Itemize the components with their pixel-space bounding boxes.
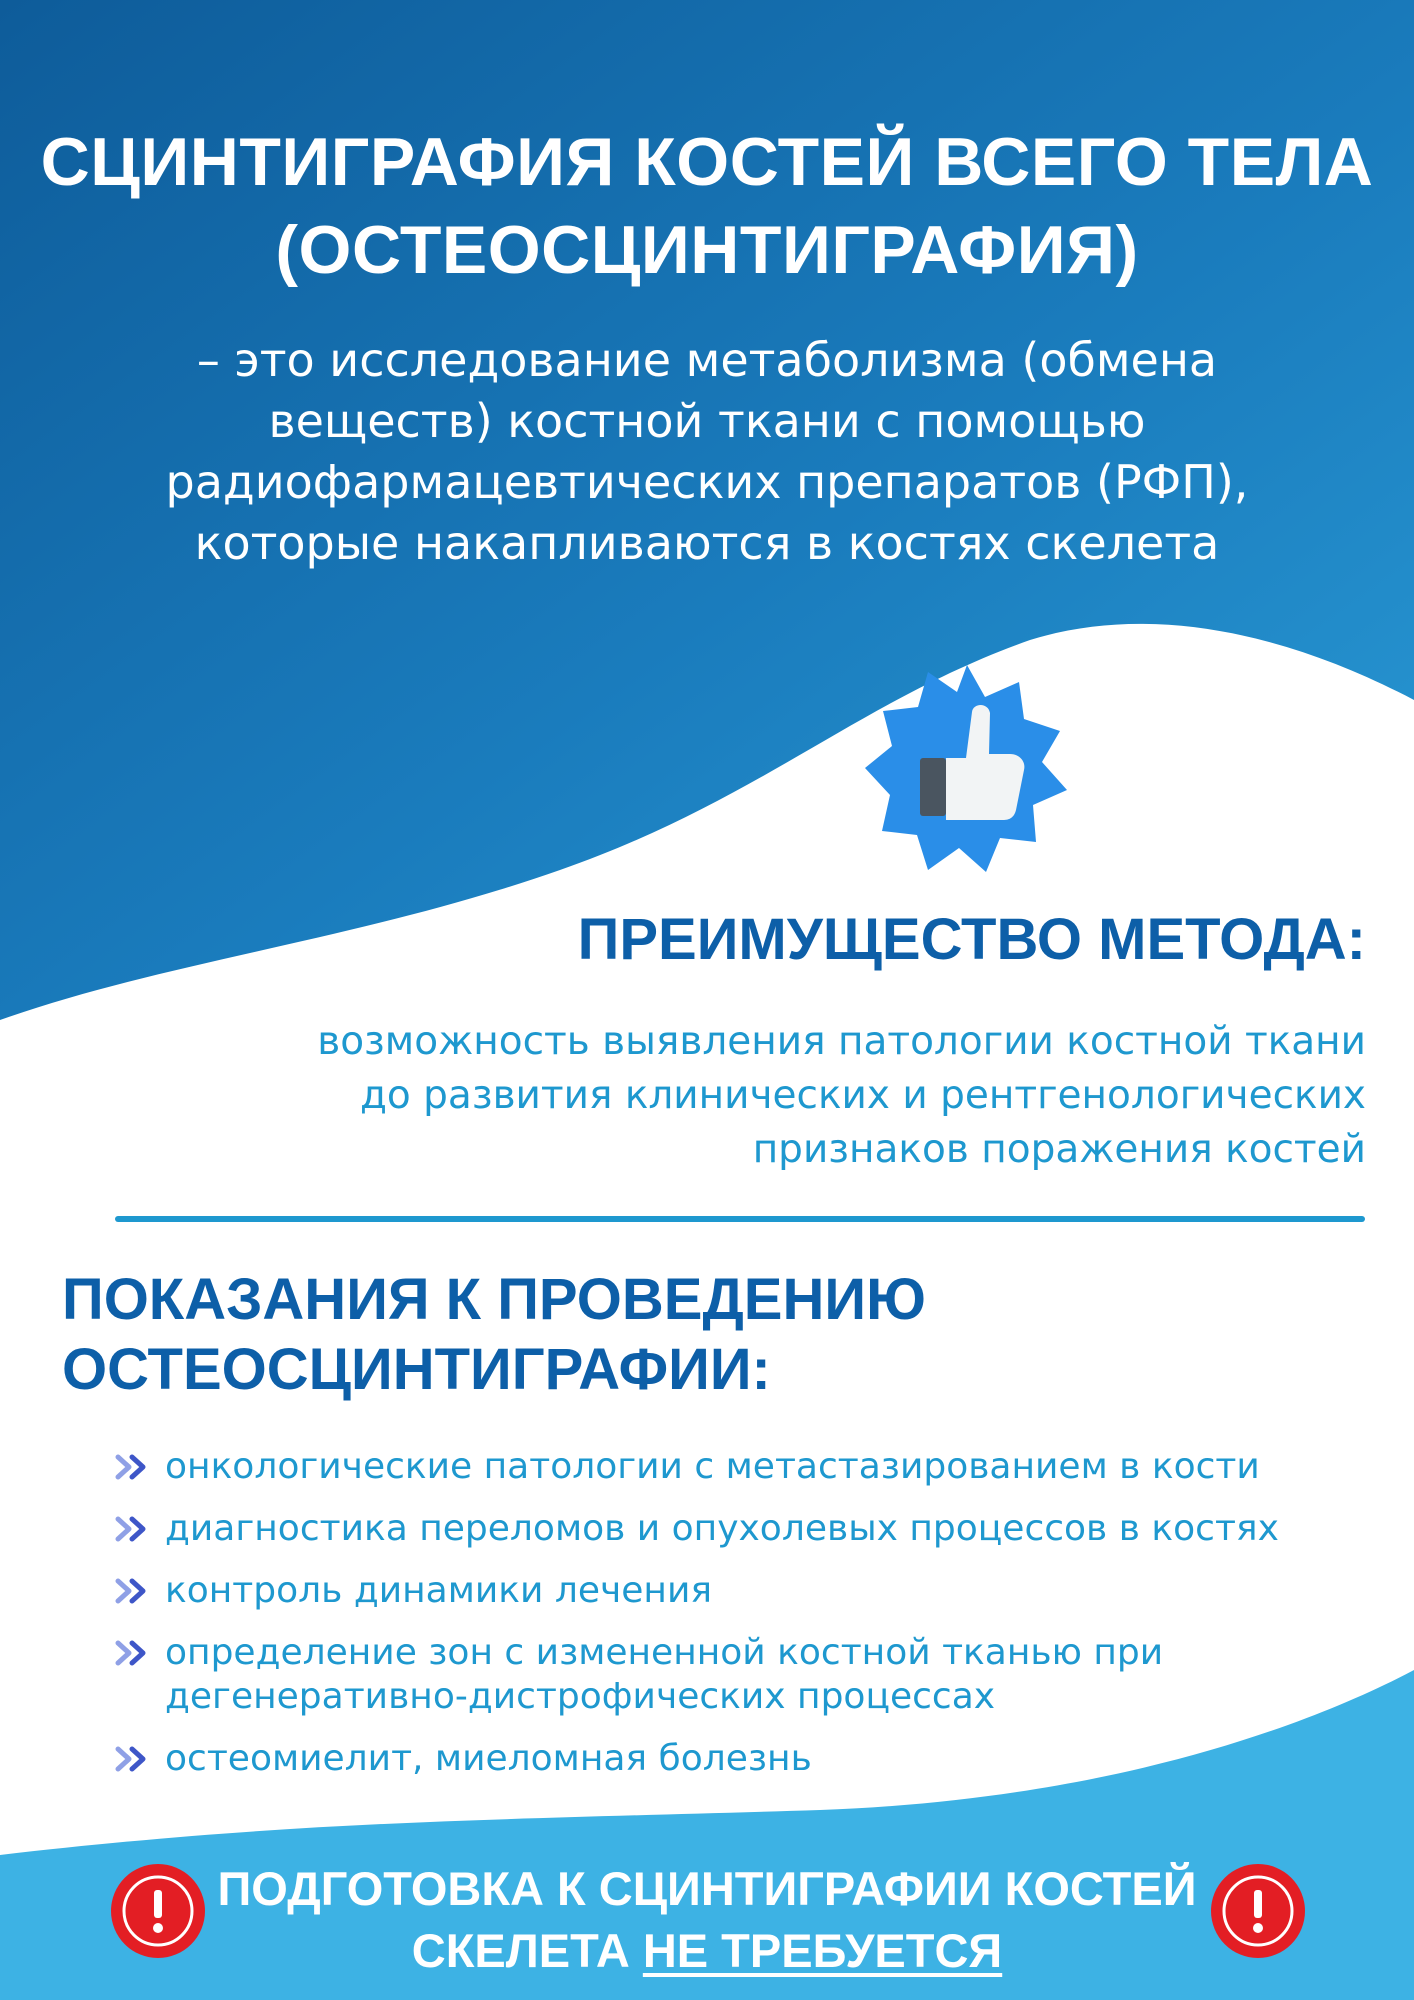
double-chevron-icon: [115, 1746, 153, 1772]
double-chevron-icon: [115, 1578, 153, 1604]
list-item-text: диагностика переломов и опухолевых процессов в костях: [165, 1508, 1279, 1549]
list-item-text: контроль динамики лечения: [165, 1570, 713, 1611]
exclamation-icon: [110, 1863, 206, 1959]
list-item: [115, 1631, 1355, 1719]
advantage-heading: ПРЕИМУЩЕСТВО МЕТОДА:: [577, 907, 1366, 972]
list-item-text: онкологические патологии с метастазированием в кости: [165, 1446, 1260, 1487]
title-line: СЦИНТИГРАФИЯ КОСТЕЙ ВСЕГО ТЕЛА: [40, 124, 1374, 200]
list-item-text: дегенеративно-дистрофических процессах: [165, 1676, 996, 1717]
advantage-line: до развития клинических и рентгенологических: [359, 1073, 1366, 1118]
preparation-notice: [200, 1858, 1214, 1982]
indications-heading: [62, 1265, 926, 1405]
advantage-line: признаков поражения костей: [752, 1127, 1366, 1172]
double-chevron-icon: [115, 1516, 153, 1542]
list-item: [115, 1737, 1355, 1781]
double-chevron-icon: [115, 1640, 153, 1666]
list-item: [115, 1507, 1355, 1551]
section-divider: [115, 1216, 1365, 1222]
definition-line: которые накапливаются в костях скелета: [194, 516, 1220, 570]
indications-heading-line: ОСТЕОСЦИНТИГРАФИИ:: [62, 1337, 771, 1402]
advantage-text: [166, 1015, 1366, 1177]
preparation-line: ПОДГОТОВКА К СЦИНТИГРАФИИ КОСТЕЙ: [217, 1862, 1197, 1915]
definition-line: веществ) костной ткани с помощью: [268, 394, 1146, 448]
page-title: [40, 118, 1374, 294]
list-item: [115, 1445, 1355, 1489]
advantage-line: возможность выявления патологии костной ткани: [317, 1019, 1366, 1064]
indications-list: [115, 1445, 1355, 1799]
definition-line: – это исследование метаболизма (обмена: [196, 333, 1218, 387]
preparation-prefix: СКЕЛЕТА: [411, 1924, 643, 1977]
exclamation-icon: [1210, 1863, 1306, 1959]
preparation-emphasis: НЕ ТРЕБУЕТСЯ: [642, 1924, 1003, 1977]
list-item-text: остеомиелит, миеломная болезнь: [165, 1738, 812, 1779]
list-item: [115, 1569, 1355, 1613]
double-chevron-icon: [115, 1454, 153, 1480]
preparation-line: [200, 1920, 1214, 1982]
indications-heading-line: ПОКАЗАНИЯ К ПРОВЕДЕНИЮ: [62, 1267, 926, 1332]
thumbs-up-icon: [862, 662, 1072, 872]
list-item-text: определение зон с измененной костной тканью при: [165, 1632, 1164, 1673]
definition-line: радиофармацевтических препаратов (РФП),: [165, 455, 1249, 509]
definition-text: [80, 330, 1334, 574]
title-line: (ОСТЕОСЦИНТИГРАФИЯ): [275, 212, 1139, 288]
